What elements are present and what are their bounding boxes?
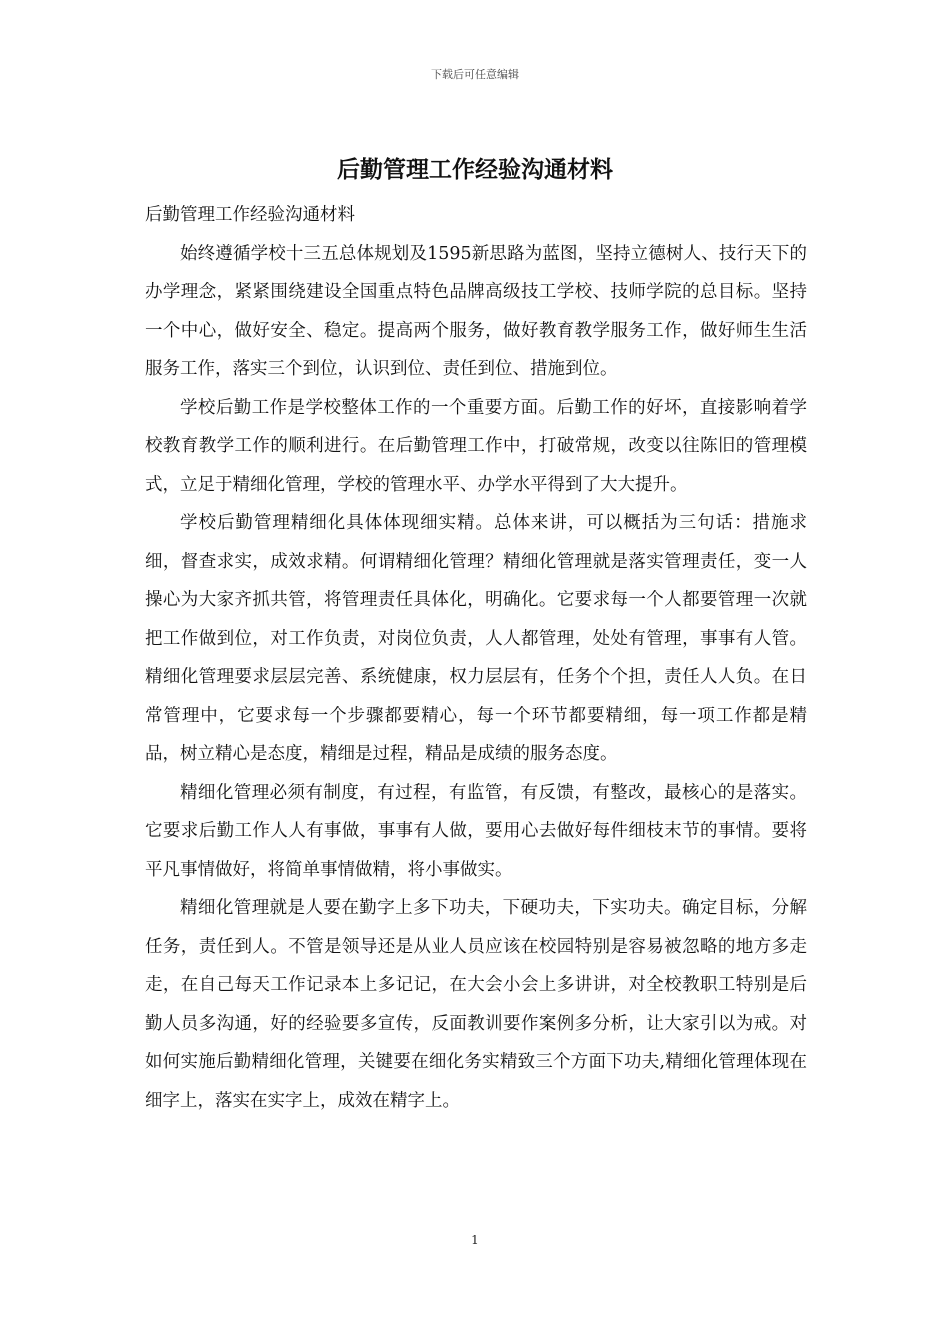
page-header-note: 下载后可任意编辑 (431, 68, 519, 81)
paragraph: 精细化管理必须有制度，有过程，有监管，有反馈，有整改，最核心的是落实。它要求后勤工作人人有事做，事事有人做，要用心去做好每件细枝末节的事情。要将平凡事情做好，将简单事情做精，将小事做实。 (145, 782, 807, 880)
document-title: 后勤管理工作经验沟通材料 (337, 156, 613, 183)
document-subtitle: 后勤管理工作经验沟通材料 (145, 205, 355, 225)
paragraph: 学校后勤工作是学校整体工作的一个重要方面。后勤工作的好坏，直接影响着学校教育教学工作的顺利进行。在后勤管理工作中，打破常规，改变以往陈旧的管理模式，立足于精细化管理，学校的管理水平、办学水平得到了大大提升。 (145, 397, 807, 495)
paragraph: 始终遵循学校十三五总体规划及1595新思路为蓝图，坚持立德树人、技行天下的办学理念，紧紧围绕建设全国重点特色品牌高级技工学校、技师学院的总目标。坚持一个中心，做好安全、稳定。提高两个服务，做好教育教学服务工作，做好师生生活服务工作，落实三个到位，认识到位、责任到位、措施到位。 (145, 243, 807, 379)
paragraph: 精细化管理就是人要在勤字上多下功夫，下硬功夫，下实功夫。确定目标，分解任务，责任到人。不管是领导还是从业人员应该在校园特别是容易被忽略的地方多走走，在自己每天工作记录本上多记记，在大会小会上多讲讲，对全校教职工特别是后勤人员多沟通，好的经验要多宣传，反面教训要作案例多分析，让大家引以为戒。对如何实施后勤精细化管理，关键要在细化务实精致三个方面下功夫,精细化管理体现在细字上，落实在实字上，成效在精字上。 (145, 898, 807, 1111)
paragraph: 学校后勤管理精细化具体体现细实精。总体来讲，可以概括为三句话：措施求细，督查求实，成效求精。何谓精细化管理？精细化管理就是落实管理责任，变一人操心为大家齐抓共管，将管理责任具体化，明确化。它要求每一个人都要管理一次就把工作做到位，对工作负责，对岗位负责，人人都管理，处处有管理，事事有人管。精细化管理要求层层完善、系统健康，权力层层有，任务个个担，责任人人负。在日常管理中，它要求每一个步骤都要精心，每一个环节都要精细，每一项工作都是精品，树立精心是态度，精细是过程，精品是成绩的服务态度。 (145, 513, 807, 764)
page-number: 1 (471, 1233, 479, 1247)
document-body (145, 196, 807, 1120)
